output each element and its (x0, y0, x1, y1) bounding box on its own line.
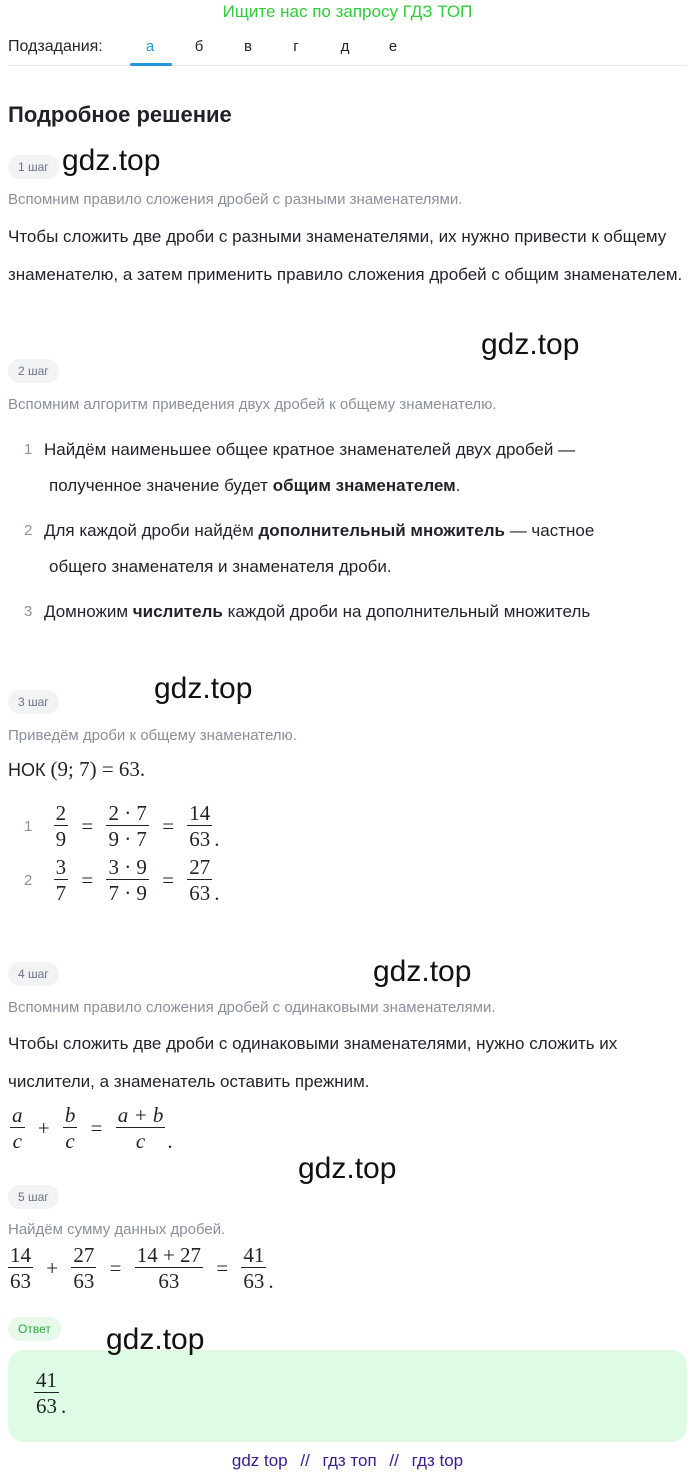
fraction: $\frac{a}{c}$ (12, 1103, 23, 1153)
footer-link-gdz-top-mixed[interactable]: гдз top (411, 1451, 464, 1470)
lcm-line (8, 757, 145, 782)
footer-link-gdz-top-ru[interactable]: гдз топ (322, 1451, 377, 1470)
answer-badge: Ответ (8, 1317, 61, 1341)
item-text: Домножим числитель каждой дроби на дополнительный множитель (44, 602, 591, 621)
step-3-badge: 3 шаг (8, 690, 59, 714)
item-text: Найдём наименьшее общее кратное знаменателей двух дробей — (44, 440, 576, 459)
fraction-row-2: 2 $\frac{3}{7}$ = $\frac{3 \cdot 9}{7 \cdot 9}$ = $\frac{27}{63}$ . (24, 855, 220, 905)
step-4-hint: Вспомним правило сложения дробей с одинаковыми знаменателями. (8, 999, 496, 1016)
algorithm-item-1 (24, 432, 664, 504)
sum-formula: $\frac{14}{63}$ + $\frac{27}{63}$ = $\frac{14 + 27}{63}$ = $\frac{41}{63}$ . (10, 1243, 274, 1293)
footer-link-gdz-top[interactable]: gdz top (231, 1451, 288, 1470)
subtask-tab-e[interactable]: е (388, 38, 398, 55)
lcm-expression: (9; 7) = 63. (50, 757, 146, 781)
equals-sign: = (109, 1256, 122, 1280)
subtask-tab-g[interactable]: г (293, 38, 299, 55)
algorithm-item-3 (24, 594, 664, 630)
watermark: gdz.top (106, 1323, 205, 1356)
equals-sign: = (90, 1116, 103, 1140)
item-text: Для каждой дроби найдём дополнительный множитель — частное (44, 521, 595, 540)
footer-separator: // (389, 1451, 399, 1470)
watermark: gdz.top (154, 672, 253, 705)
algorithm-item-2 (24, 513, 664, 585)
step-2-badge: 2 шаг (8, 359, 59, 383)
watermark: gdz.top (373, 955, 472, 988)
subtask-tab-a[interactable]: а (145, 38, 155, 55)
fraction: $\frac{14}{63}$ (10, 1243, 31, 1293)
item-number: 1 (24, 441, 33, 458)
equals-sign: = (162, 814, 175, 838)
footer-links (0, 1451, 695, 1471)
subtask-tab-v[interactable]: в (244, 38, 252, 55)
subtask-tab-d[interactable]: д (340, 38, 350, 55)
equals-sign: = (81, 814, 94, 838)
fraction: $\frac{14}{63}$ (189, 801, 211, 851)
step-4-badge: 4 шаг (8, 962, 59, 986)
section-title: Подробное решение (8, 102, 232, 127)
row-number: 1 (24, 818, 33, 835)
fraction: $\frac{3}{7}$ (55, 855, 67, 905)
plus-sign: + (46, 1256, 59, 1280)
fraction: $\frac{27}{63}$ (189, 855, 211, 905)
fraction: $\frac{b}{c}$ (64, 1103, 76, 1153)
step-1-text: Чтобы сложить две дроби с разными знаменателями, их нужно привести к общему знаменателю, а затем применить правило сложения дробей с общим знаменателем. (8, 227, 683, 284)
active-tab-indicator (130, 63, 172, 66)
equals-sign: = (81, 868, 94, 892)
step-3-hint: Приведём дроби к общему знаменателю. (8, 727, 297, 744)
fraction: $\frac{a + b}{c}$ (117, 1103, 164, 1153)
equals-sign: = (216, 1256, 229, 1280)
subtasks-bar (8, 34, 687, 66)
fraction: $\frac{2}{9}$ (55, 801, 67, 851)
item-text-line2: общего знаменателя и знаменателя дроби. (49, 557, 392, 576)
step-1-badge: 1 шаг (8, 155, 59, 179)
footer-separator: // (300, 1451, 310, 1470)
watermark: gdz.top (481, 328, 580, 361)
step-5-badge: 5 шаг (8, 1185, 59, 1209)
item-text-line2: полученное значение будет общим знаменателем. (49, 476, 461, 495)
fraction: $\frac{14 + 27}{63}$ (136, 1243, 202, 1293)
fraction: $\frac{27}{63}$ (73, 1243, 95, 1293)
watermark: gdz.top (298, 1152, 397, 1185)
same-denominator-formula: $\frac{a}{c}$ + $\frac{b}{c}$ = $\frac{a + b}{c}$ . (12, 1103, 173, 1153)
step-5-hint: Найдём сумму данных дробей. (8, 1221, 226, 1238)
answer-box (8, 1350, 687, 1442)
lcm-label: НОК (8, 760, 46, 780)
step-2-hint: Вспомним алгоритм приведения двух дробей к общему знаменателю. (8, 396, 497, 413)
row-number: 2 (24, 872, 33, 889)
step-4-text: Чтобы сложить две дроби с одинаковыми знаменателями, нужно сложить их числители, а знаменатель оставить прежним. (8, 1034, 618, 1091)
fraction: $\frac{41}{63}$ (36, 1368, 57, 1418)
answer-fraction: $\frac{41}{63}$ . (36, 1368, 67, 1418)
item-number: 3 (24, 603, 33, 620)
subtasks-label: Подзадания: (8, 38, 103, 55)
subtask-tab-b[interactable]: б (194, 38, 204, 55)
search-hint-banner: Ищите нас по запросу ГДЗ ТОП (222, 2, 473, 21)
fraction: $\frac{2 \cdot 7}{9 \cdot 7}$ (108, 801, 147, 851)
step-1-hint: Вспомним правило сложения дробей с разными знаменателями. (8, 191, 463, 208)
equals-sign: = (162, 868, 175, 892)
watermark: gdz.top (62, 144, 161, 177)
fraction-row-1: 1 $\frac{2}{9}$ = $\frac{2 \cdot 7}{9 \cdot 7}$ = $\frac{14}{63}$ . (24, 801, 220, 851)
item-number: 2 (24, 522, 33, 539)
plus-sign: + (37, 1116, 50, 1140)
fraction: $\frac{3 \cdot 9}{7 \cdot 9}$ (108, 855, 147, 905)
fraction: $\frac{41}{63}$ (243, 1243, 265, 1293)
